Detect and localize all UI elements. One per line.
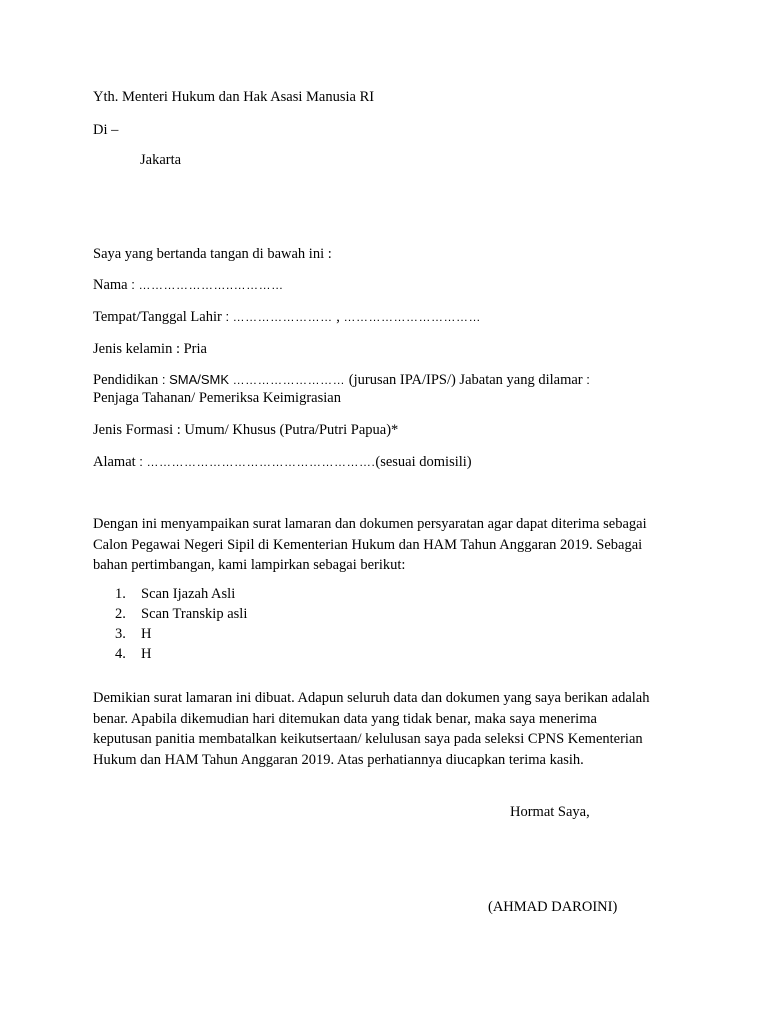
list-text: Scan Transkip asli: [141, 606, 248, 622]
nama-label: Nama: [93, 277, 128, 293]
list-item: [115, 624, 247, 644]
alamat-label: Alamat: [93, 454, 136, 470]
signature-name: (AHMAD DAROINI): [488, 899, 618, 915]
pendidikan-separator: :: [158, 372, 170, 387]
attachment-list: [115, 584, 247, 664]
ttl-label: Tempat/Tanggal Lahir: [93, 309, 222, 325]
recipient-line-1: Yth. Menteri Hukum dan Hak Asasi Manusia RI: [93, 89, 375, 105]
ttl-comma: ,: [332, 309, 344, 325]
alamat-note: (sesuai domisili): [375, 454, 472, 470]
list-item: [115, 584, 247, 604]
closing-paragraph: Demikian surat lamaran ini dibuat. Adapun seluruh data dan dokumen yang saya berikan adalah benar. Apabila dikemudian hari ditemukan data yang tidak benar, maka saya menerima keputusan panitia membatalkan keikutsertaan/ kelulusan saya pada seleksi CPNS Kementerian Hukum dan HAM Tahun Anggaran 2019. Atas perhatiannya diucapkan terima kasih.: [93, 690, 650, 768]
list-number: 1.: [115, 586, 126, 602]
field-jenis-kelamin: Jenis kelamin : Pria: [93, 341, 207, 357]
pendidikan-jurusan: (jurusan IPA/IPS/) Jabatan yang dilamar: [345, 372, 583, 388]
field-alamat: [93, 452, 472, 472]
list-text: Scan Ijazah Asli: [141, 586, 236, 602]
pendidikan-label: Pendidikan: [93, 372, 159, 388]
signature-greeting: Hormat Saya,: [510, 804, 590, 820]
ttl-separator: :: [221, 309, 233, 324]
pendidikan-value: SMA/SMK: [169, 372, 233, 387]
alamat-separator: :: [135, 454, 147, 469]
field-jabatan-value: Penjaga Tahanan/ Pemeriksa Keimigrasian: [93, 390, 341, 406]
ttl-blank-place: ……………………: [232, 310, 333, 324]
list-text: H: [141, 626, 152, 642]
pendidikan-colon: :: [582, 372, 590, 387]
field-tempat-tanggal-lahir: [93, 307, 481, 327]
nama-separator: :: [127, 277, 139, 292]
list-item: [115, 644, 247, 664]
alamat-blank: ……………………………………………….: [146, 455, 376, 469]
ttl-blank-date: ……………………………: [343, 310, 482, 324]
recipient-line-2: Di –: [93, 122, 119, 138]
list-number: 4.: [115, 646, 126, 662]
field-jenis-formasi: Jenis Formasi : Umum/ Khusus (Putra/Putri Papua)*: [93, 422, 399, 438]
pendidikan-blank: ………………………: [232, 373, 346, 387]
field-pendidikan: [93, 370, 590, 390]
intro-text: Saya yang bertanda tangan di bawah ini :: [93, 246, 332, 262]
list-item: [115, 604, 247, 624]
list-number: 2.: [115, 606, 126, 622]
list-text: H: [141, 646, 152, 662]
body-paragraph: Dengan ini menyampaikan surat lamaran dan dokumen persyaratan agar dapat diterima sebagai Calon Pegawai Negeri Sipil di Kementerian Hukum dan HAM Tahun Anggaran 2019. Sebagai bahan pertimbangan, kami lampirkan sebagai berikut:: [93, 516, 647, 573]
field-nama: [93, 275, 284, 295]
nama-blank: …………………..…………: [138, 278, 284, 292]
recipient-city: Jakarta: [140, 152, 182, 168]
list-number: 3.: [115, 626, 126, 642]
